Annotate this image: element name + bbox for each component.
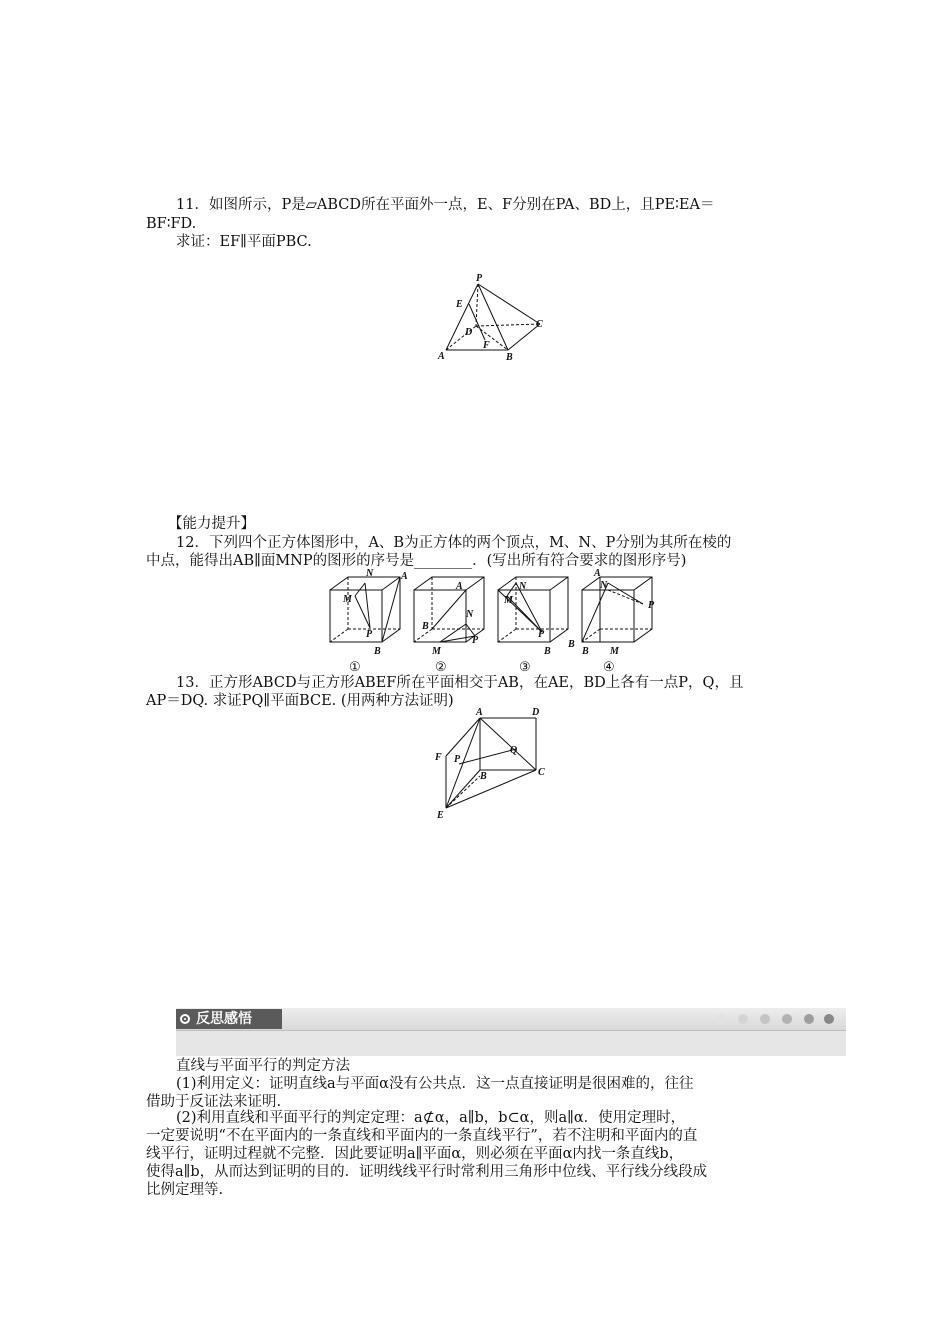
decor-dot-icon (804, 1014, 814, 1024)
c1-label-P: P (366, 629, 373, 640)
label-F: F (483, 340, 490, 351)
caption-2: ② (435, 659, 447, 674)
caption-3: ③ (519, 659, 531, 674)
reflection-banner (176, 1008, 846, 1056)
caption-4: ④ (603, 659, 615, 674)
c1-label-B: B (374, 646, 381, 657)
reflection-banner-label (176, 1009, 282, 1029)
c4-label-P: P (648, 600, 655, 611)
reflection-p2-line-1: (2)利用直线和平面平行的判定定理：a⊄α，a∥b，b⊂α，则a∥α．使用定理时， (176, 1110, 686, 1126)
c1-label-A: A (401, 571, 408, 582)
figure-pyramid (430, 270, 560, 369)
caption-1: ① (349, 659, 361, 674)
reflection-p2-line-3: 线平行，证明过程就不完整．因此要证明a∥平面α，则必须在平面α内找一条直线b， (146, 1146, 684, 1162)
c2-label-P: P (472, 635, 479, 646)
label-P: P (476, 273, 483, 284)
reflection-p2-line-4: 使得a∥b，从而达到证明的目的．证明线线平行时常利用三角形中位线、平行线分线段成 (146, 1164, 708, 1180)
q13-line-2: AP＝DQ. 求证PQ∥平面BCE. (用两种方法证明) (146, 693, 454, 709)
label-C: C (536, 319, 543, 330)
q12-line-2: 中点，能得出AB∥面MNP的图形的序号是________．(写出所有符合要求的图形序号) (146, 553, 687, 569)
label-D: D (465, 327, 473, 338)
figure-two-squares (428, 704, 558, 826)
reflection-heading: 直线与平面平行的判定方法 (176, 1058, 350, 1074)
reflection-p1-line-1: (1)利用定义：证明直线a与平面α没有公共点．这一点直接证明是很困难的，往往 (176, 1076, 694, 1092)
c3-label-P: P (538, 629, 545, 640)
decor-dot-icon (782, 1014, 792, 1024)
q12-line-1: 12．下列四个正方体图形中，A、B为正方体的两个顶点，M、N、P分别为其所在棱的 (176, 535, 732, 551)
q13-label-C: C (538, 767, 545, 778)
q13-label-P: P (454, 754, 461, 765)
c2-label-N: N (466, 609, 474, 620)
c3-label-N: N (519, 581, 527, 592)
reflection-p2-line-5: 比例定理等. (146, 1182, 224, 1198)
c2-label-M: M (432, 646, 441, 657)
c2-label-A: A (456, 581, 463, 592)
c4-label-M: M (610, 646, 619, 657)
reflection-banner-title: 反思感悟 (196, 1011, 252, 1027)
decor-dot-icon (716, 1014, 726, 1024)
decor-dot-icon (760, 1014, 770, 1024)
c3-label-B: B (544, 646, 551, 657)
c4-label-N: N (600, 580, 608, 591)
c1-label-M: M (343, 594, 352, 605)
label-A: A (438, 351, 445, 362)
c2-label-B: B (422, 621, 429, 632)
c1-label-N: N (366, 568, 374, 579)
decor-dot-icon (738, 1014, 748, 1024)
reflection-p1-line-2: 借助于反证法来证明. (146, 1094, 282, 1110)
q13-label-D: D (532, 707, 540, 718)
c4-label-A: A (594, 568, 601, 579)
q13-label-E: E (437, 810, 444, 821)
c3-label-M: M (504, 595, 513, 606)
label-E: E (456, 299, 463, 310)
q13-label-Q: Q (510, 745, 518, 756)
q13-label-A: A (476, 707, 483, 718)
q13-line-1: 13．正方形ABCD与正方形ABEF所在平面相交于AB，在AE，BD上各有一点P，Q，且 (176, 675, 744, 691)
label-B: B (506, 352, 513, 363)
decor-dot-icon (824, 1014, 834, 1024)
q11-line-1: 11．如图所示，P是▱ABCD所在平面外一点，E、F分别在PA、BD上，且PE∶EA＝ (176, 197, 715, 213)
q13-label-F: F (435, 752, 442, 763)
reflection-p2-line-2: 一定要说明“不在平面内的一条直线和平面内的一条直线平行”，若不注明和平面内的直 (146, 1128, 698, 1144)
section-ability: 【能力提升】 (168, 516, 255, 532)
q13-label-B: B (480, 771, 487, 782)
c4-label-B: B (582, 646, 589, 657)
figure-cubes (318, 568, 678, 680)
target-icon (180, 1014, 190, 1024)
c3-label-B2: B (568, 639, 575, 650)
q11-line-2: BF∶FD. (146, 216, 197, 232)
q11-line-3: 求证：EF∥平面PBC. (176, 234, 312, 250)
